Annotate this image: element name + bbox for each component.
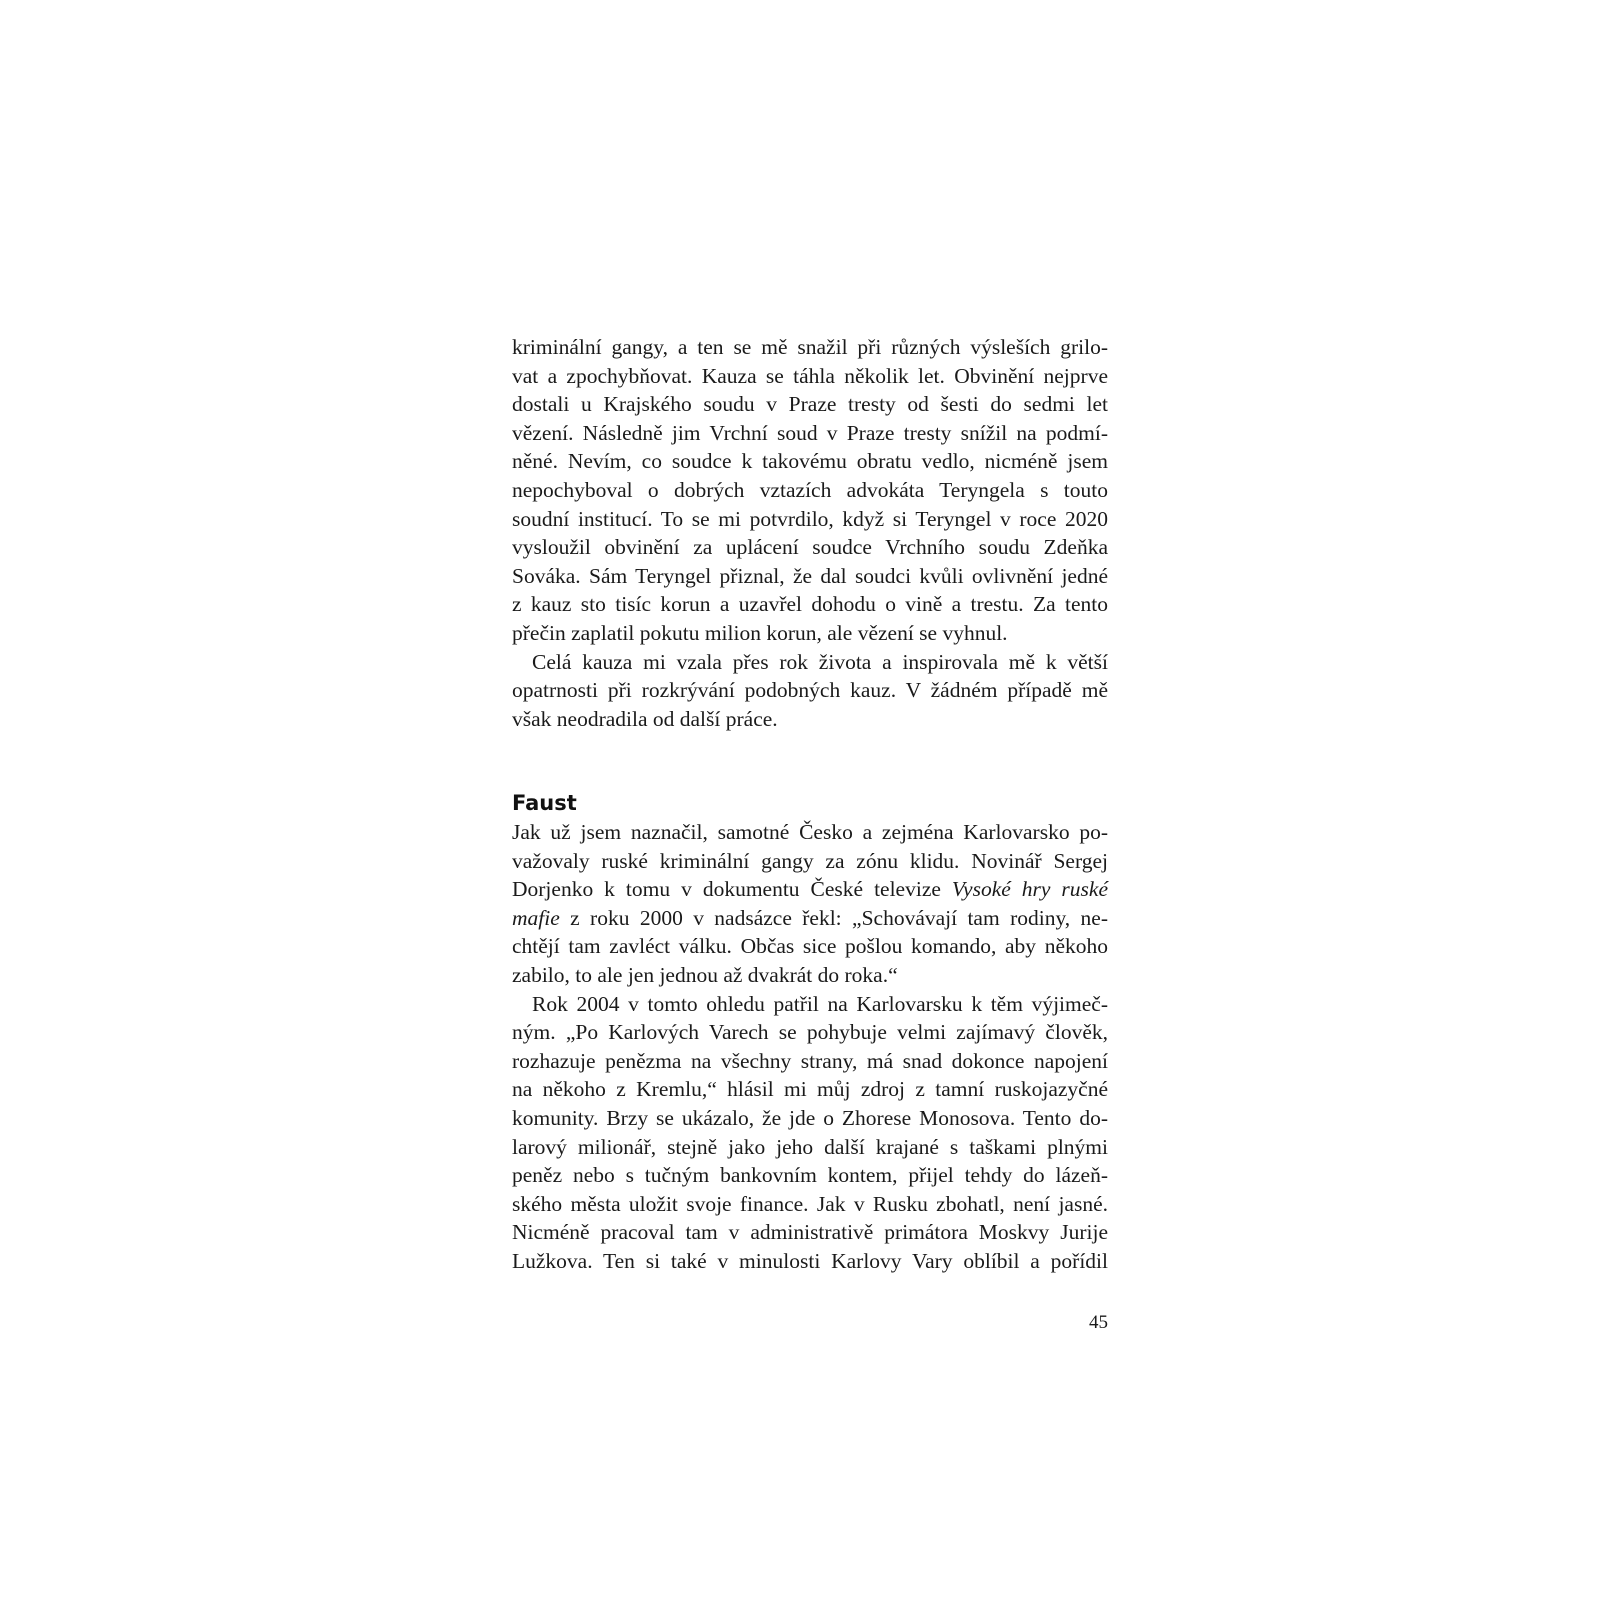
documentary-title: Vysoké hry ruské <box>951 877 1108 902</box>
text-run: Dorjenko k tomu v dokumentu České televize <box>512 877 952 902</box>
text-line: ným. „Po Karlových Varech se pohybuje velmi zajímavý člověk, <box>512 1020 1108 1045</box>
text-line: dostali u Krajského soudu v Praze tresty od šesti do sedmi let <box>512 392 1108 417</box>
text-line: peněz nebo s tučným bankovním kontem, přijel tehdy do lázeň- <box>512 1163 1108 1188</box>
text-line: vysloužil obvinění za uplácení soudce Vrchního soudu Zdeňka <box>512 535 1108 560</box>
text-line: kriminální gangy, a ten se mě snažil při různých výsleších grilo- <box>512 335 1108 359</box>
text-line: ského města uložit svoje finance. Jak v Rusku zbohatl, není jasné. <box>512 1191 1108 1216</box>
text-line: Sováka. Sám Teryngel přiznal, že dal soudci kvůli ovlivnění jedné <box>512 563 1108 588</box>
text-line: vězení. Následně jim Vrchní soud v Praze tresty snížil na podmí- <box>512 420 1108 445</box>
text-run: z roku 2000 v nadsázce řekl: „Schovávají tam rodiny, ne- <box>559 905 1108 930</box>
text-line: chtějí tam zavléct válku. Občas sice pošlou komando, aby někoho <box>512 934 1108 959</box>
text-line: vat a zpochybňovat. Kauza se táhla několik let. Obvinění nejprve <box>512 363 1108 388</box>
text-line: zabilo, to ale jen jednou až dvakrát do roka.“ <box>512 962 898 987</box>
text-line: Lužkova. Ten si také v minulosti Karlovy Vary oblíbil a pořídil <box>512 1248 1108 1273</box>
text-line: opatrnosti při rozkrývání podobných kauz. V žádném případě mě <box>512 678 1108 703</box>
text-line: však neodradila od další práce. <box>512 706 778 731</box>
text-line: Jak už jsem naznačil, samotné Česko a zejména Karlovarsko po- <box>512 820 1108 844</box>
section-heading: Faust <box>512 791 577 815</box>
text-line: na někoho z Kremlu,“ hlásil mi můj zdroj z tamní ruskojazyčné <box>512 1077 1108 1102</box>
documentary-title-end: mafie <box>512 905 560 930</box>
text-line: přečin zaplatil pokutu milion korun, ale vězení se vyhnul. <box>512 620 1008 645</box>
text-line: soudní institucí. To se mi potvrdilo, když si Teryngel v roce 2020 <box>512 506 1108 531</box>
text-line: z kauz sto tisíc korun a uzavřel dohodu o vině a trestu. Za tento <box>512 592 1108 617</box>
text-line: komunity. Brzy se ukázalo, že jde o Zhorese Monosova. Tento do- <box>512 1105 1108 1130</box>
text-line: larový milionář, stejně jako jeho další krajané s taškami plnými <box>512 1134 1108 1159</box>
text-line: važovaly ruské kriminální gangy za zónu klidu. Novinář Sergej <box>512 848 1108 873</box>
text-line <box>512 904 1108 933</box>
text-line: Rok 2004 v tomto ohledu patřil na Karlovarsku k těm výjimeč- <box>532 991 1108 1016</box>
body-text-section-1 <box>512 333 1108 733</box>
text-line: Celá kauza mi vzala přes rok života a inspirovala mě k větší <box>532 649 1108 674</box>
body-text-section-2 <box>512 818 1108 1276</box>
text-line: nepochyboval o dobrých vztazích advokáta Teryngela s touto <box>512 477 1108 502</box>
text-line <box>512 875 1108 904</box>
text-line: něné. Nevím, co soudce k takovému obratu vedlo, nicméně jsem <box>512 449 1108 474</box>
text-line: rozhazuje penězma na všechny strany, má snad dokonce napojení <box>512 1048 1108 1073</box>
text-line: Nicméně pracoval tam v administrativě primátora Moskvy Jurije <box>512 1220 1108 1245</box>
page-number: 45 <box>1089 1312 1108 1333</box>
